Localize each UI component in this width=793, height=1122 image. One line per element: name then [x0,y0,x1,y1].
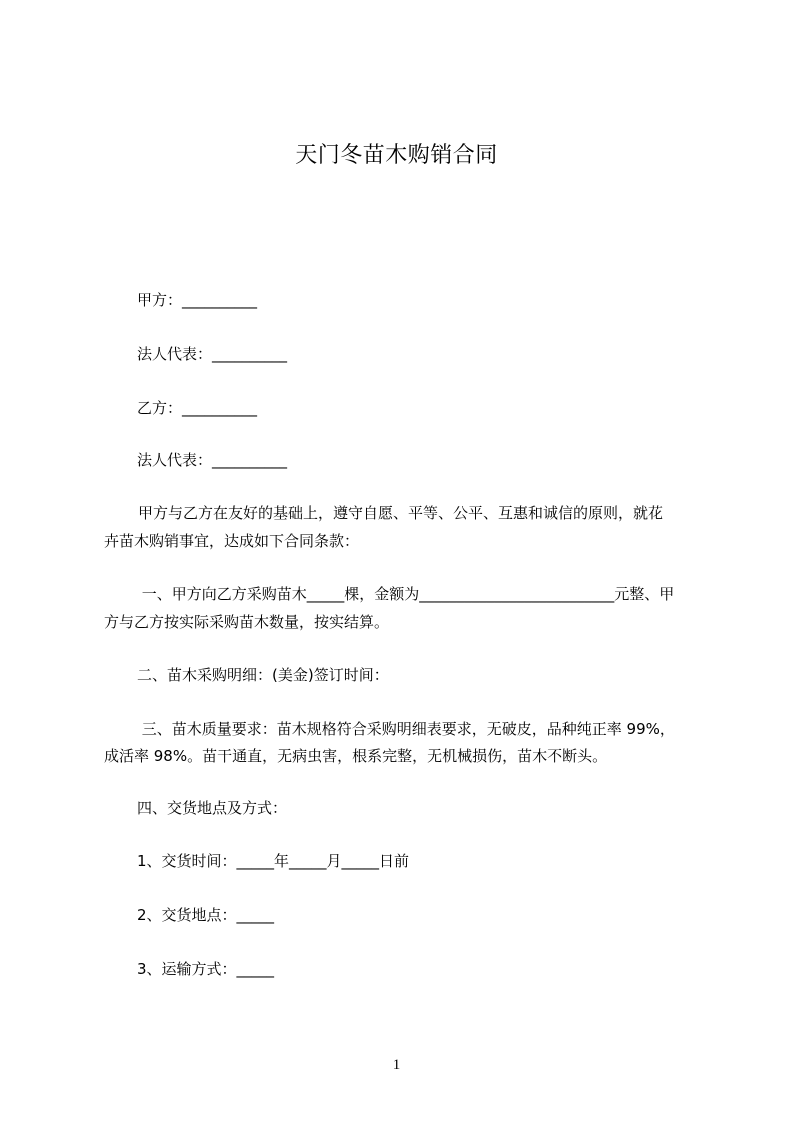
party-b-representative-line: 法人代表：__________ [137,451,288,469]
clause-4-heading: 四、交货地点及方式： [137,799,288,817]
clause-2-heading: 二、苗木采购明细：(美金)签订时间： [137,666,389,684]
clause-1-line-1: 一、甲方向乙方采购苗木_____棵，金额为__________________________元整、甲 [137,585,675,603]
clause-3-line-1: 三、苗木质量要求：苗木规格符合采购明细表要求，无破皮，品种纯正率 99%， [137,720,675,738]
document-title: 天门冬苗木购销合同 [295,143,498,168]
party-a-representative-line: 法人代表：__________ [137,345,288,363]
intro-paragraph-line-1: 甲方与乙方在友好的基础上，遵守自愿、平等、公平、互惠和诚信的原则，就花 [138,504,664,522]
party-b-line: 乙方：__________ [137,399,258,417]
clause-3-line-2: 成活率 98%。苗干通直，无病虫害，根系完整，无机械损伤，苗木不断头。 [104,747,608,765]
party-a-line: 甲方：__________ [137,291,258,309]
delivery-time-item: 1、交货时间：_____年_____月_____日前 [137,852,410,870]
delivery-location-item: 2、交货地点：_____ [137,906,275,924]
transport-method-item: 3、运输方式：_____ [137,960,275,978]
clause-1-line-2: 方与乙方按实际采购苗木数量，按实结算。 [104,613,390,631]
page-number: 1 [392,1057,401,1073]
intro-paragraph-line-2: 卉苗木购销事宜，达成如下合同条款： [104,532,360,550]
